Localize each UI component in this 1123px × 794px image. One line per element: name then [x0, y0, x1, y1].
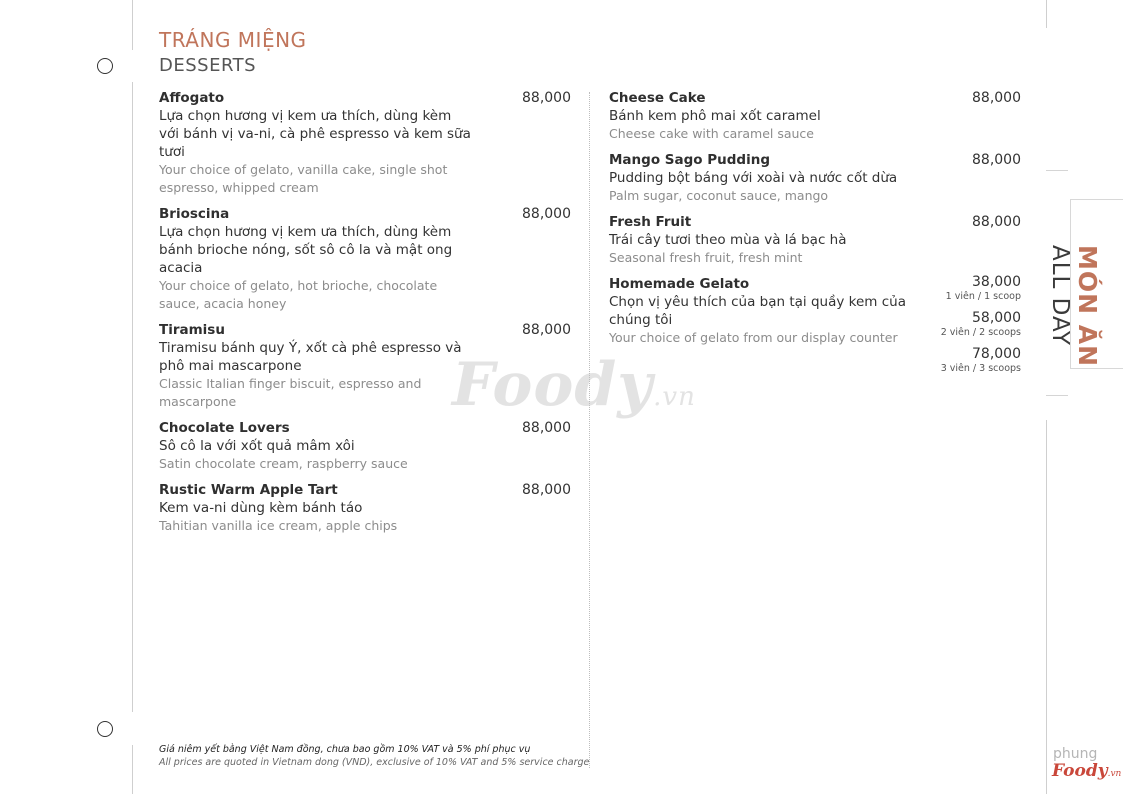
item-desc-en: Seasonal fresh fruit, fresh mint [609, 250, 803, 265]
side-tab-subtitle: ALL DAY [1047, 245, 1073, 346]
side-tab-label [1047, 245, 1102, 367]
right-page-edge [1046, 420, 1047, 794]
foody-watermark: Foody.vn [452, 350, 696, 420]
price-value: 38,000 [972, 274, 1021, 290]
side-tab-title: MÓN ĂN [1073, 245, 1102, 368]
item-desc-vi: Pudding bột báng với xoài và nước cốt dừa [609, 170, 898, 186]
item-desc-en: Classic Italian finger biscuit, espresso and mascarpone [159, 376, 422, 409]
tab-edge-mark [1046, 170, 1068, 171]
gelato-price-option [941, 273, 1021, 303]
item-desc-vi: Sô cô la với xốt quả mâm xôi [159, 438, 355, 454]
menu-item-tiramisu [159, 322, 571, 411]
uploader-name: phung [1053, 746, 1098, 762]
item-desc-en: Palm sugar, coconut sauce, mango [609, 188, 829, 203]
item-desc-vi: Trái cây tươi theo mùa và lá bạc hà [609, 232, 847, 248]
binder-hole-top [97, 58, 113, 74]
item-desc-en: Your choice of gelato from our display counter [609, 330, 898, 345]
gelato-price-option [941, 309, 1021, 339]
item-desc-vi: Bánh kem phô mai xốt caramel [609, 108, 821, 124]
item-desc-en: Cheese cake with caramel sauce [609, 126, 814, 141]
item-name: Fresh Fruit [609, 214, 692, 230]
menu-item-brioscina [159, 206, 571, 313]
menu-item-chocolate-lovers [159, 420, 571, 473]
item-name: Mango Sago Pudding [609, 152, 770, 168]
gelato-price-list [941, 273, 1021, 381]
item-desc-en: Your choice of gelato, hot brioche, chocolate sauce, acacia honey [159, 278, 438, 311]
menu-item-fresh-fruit [609, 214, 1021, 267]
item-name: Cheese Cake [609, 90, 706, 106]
item-price: 88,000 [522, 482, 571, 498]
footnote-vi: Giá niêm yết bằng Việt Nam đồng, chưa bao gồm 10% VAT và 5% phí phục vụ [159, 744, 531, 755]
item-desc-vi: Chọn vị yêu thích của bạn tại quầy kem của chúng tôi [609, 294, 906, 328]
item-price: 88,000 [522, 322, 571, 338]
item-price: 88,000 [522, 90, 571, 106]
price-value: 58,000 [972, 310, 1021, 326]
left-page-edge [132, 82, 133, 712]
left-page-edge [132, 745, 133, 794]
item-price: 88,000 [972, 90, 1021, 106]
item-price: 88,000 [522, 206, 571, 222]
item-desc-vi: Tiramisu bánh quy Ý, xốt cà phê espresso và phô mai mascarpone [159, 340, 462, 374]
menu-item-homemade-gelato [609, 274, 1021, 374]
binder-hole-bottom [97, 721, 113, 737]
price-value: 78,000 [972, 346, 1021, 362]
section-title-vi: TRÁNG MIỆNG [159, 28, 307, 52]
price-label: 2 viên / 2 scoops [940, 327, 1021, 338]
price-label: 3 viên / 3 scoops [940, 363, 1021, 374]
menu-item-cheese-cake [609, 90, 1021, 143]
price-footnote [159, 744, 589, 769]
item-desc-en: Satin chocolate cream, raspberry sauce [159, 456, 408, 471]
tab-edge-mark [1046, 395, 1068, 396]
item-price: 88,000 [972, 214, 1021, 230]
item-desc-en: Your choice of gelato, vanilla cake, single shot espresso, whipped cream [159, 162, 448, 195]
item-name: Brioscina [159, 206, 230, 222]
column-divider [589, 92, 590, 768]
menu-item-affogato [159, 90, 571, 197]
item-desc-en: Tahitian vanilla ice cream, apple chips [159, 518, 398, 533]
item-name: Chocolate Lovers [159, 420, 290, 436]
item-name: Rustic Warm Apple Tart [159, 482, 338, 498]
menu-item-apple-tart [159, 482, 571, 535]
item-name: Affogato [159, 90, 225, 106]
item-desc-vi: Kem va-ni dùng kèm bánh táo [159, 500, 363, 516]
item-price: 88,000 [522, 420, 571, 436]
item-price: 88,000 [972, 152, 1021, 168]
item-name: Tiramisu [159, 322, 225, 338]
menu-item-mango-sago [609, 152, 1021, 205]
section-title-en: DESSERTS [159, 55, 257, 76]
left-page-edge [132, 0, 133, 50]
right-page-edge [1046, 0, 1047, 28]
gelato-price-option [941, 345, 1021, 375]
item-name: Homemade Gelato [609, 276, 750, 292]
right-menu-column [609, 90, 1021, 374]
price-label: 1 viên / 1 scoop [945, 291, 1021, 302]
left-menu-column [159, 90, 571, 544]
item-desc-vi: Lựa chọn hương vị kem ưa thích, dùng kèm với bánh vị va-ni, cà phê espresso và kem sữa tươi [159, 108, 471, 160]
foody-logo: Foody.vn [1052, 761, 1122, 781]
footnote-en: All prices are quoted in Vietnam dong (VND), exclusive of 10% VAT and 5% service charge [159, 757, 590, 768]
item-desc-vi: Lựa chọn hương vị kem ưa thích, dùng kèm bánh brioche nóng, sốt sô cô la và mật ong acacia [159, 224, 453, 276]
